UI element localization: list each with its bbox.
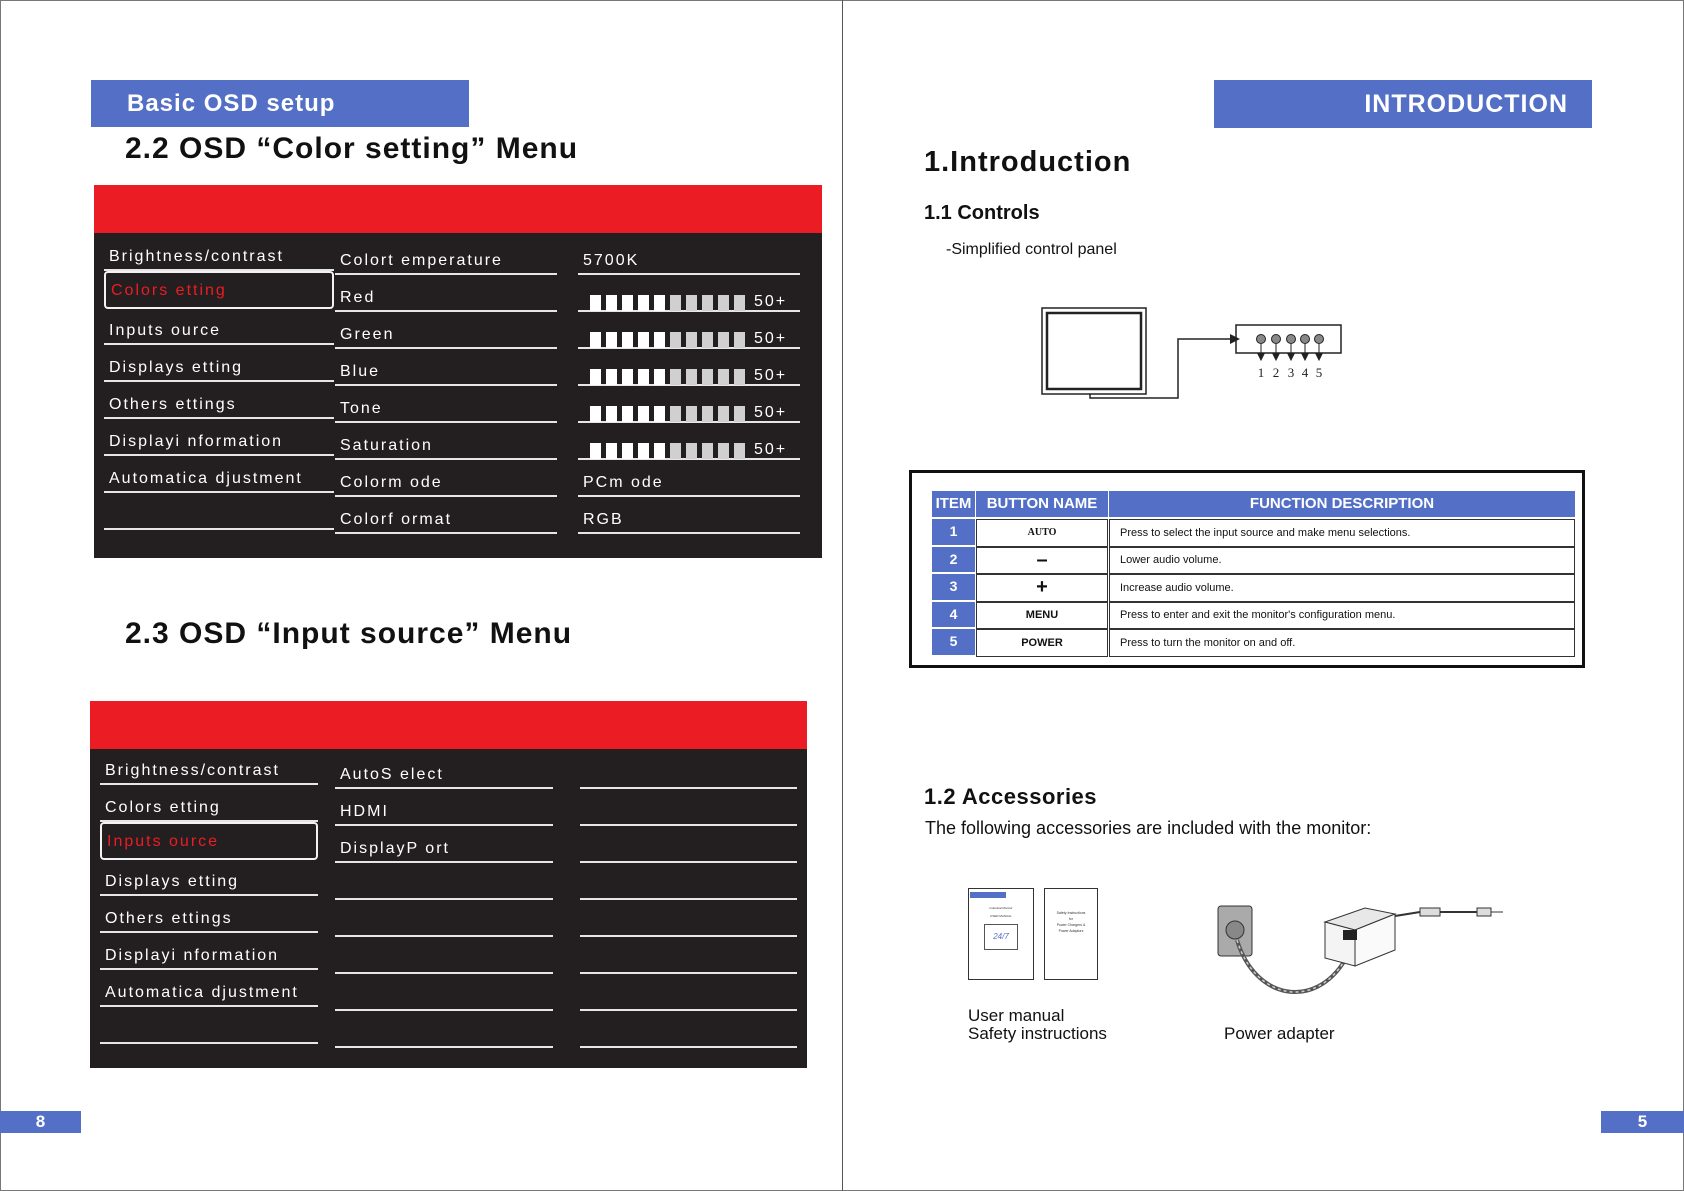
level-segment (622, 332, 633, 348)
level-segment (702, 369, 713, 385)
level-value: 50+ (754, 404, 788, 421)
level-segment (670, 406, 681, 422)
level-value: 50+ (754, 367, 788, 384)
osd-menu-item: Others ettings (104, 385, 334, 419)
level-segment (686, 295, 697, 311)
osd-menu-blank (335, 1014, 553, 1048)
osd-color-option: Saturation (335, 426, 557, 460)
level-segment (718, 443, 729, 459)
level-segment (734, 443, 745, 459)
level-segment (606, 295, 617, 311)
osd-color-option: Green (335, 315, 557, 349)
level-segment (638, 332, 649, 348)
table-button-name: AUTO (976, 519, 1108, 547)
osd-menu-blank (335, 940, 553, 974)
button-number-label: 2 (1272, 365, 1280, 380)
osd-menu-blank (580, 977, 797, 1011)
table-header-function: FUNCTION DESCRIPTION (1109, 491, 1575, 517)
manual-badge: 24/7 (984, 924, 1018, 950)
level-segment (670, 443, 681, 459)
osd-input-option: DisplayP ort (335, 829, 553, 863)
table-function-description: Press to enter and exit the monitor's configuration menu. (1109, 602, 1575, 630)
level-segment (638, 443, 649, 459)
table-function-description: Press to select the input source and make menu selections. (1109, 519, 1575, 547)
osd-menu-blank (100, 1010, 318, 1044)
level-segment (734, 332, 745, 348)
safety-instructions-label: Safety instructions (968, 1024, 1107, 1043)
level-segment (670, 369, 681, 385)
user-manual-image: Industrial Monitor USER MANUAL 24/7 (968, 888, 1034, 980)
level-segment (606, 443, 617, 459)
osd-menu-item: Others ettings (100, 899, 318, 933)
osd-color-option: Colorm ode (335, 463, 557, 497)
osd-menu-item: Displays etting (100, 862, 318, 896)
level-bar[interactable] (590, 405, 745, 423)
level-segment (702, 332, 713, 348)
level-segment (606, 332, 617, 348)
level-segment (654, 406, 665, 422)
page-number-left: 8 (0, 1111, 81, 1133)
osd-color-menu (94, 233, 822, 558)
osd-menu-item: Inputs ource (100, 822, 318, 860)
level-segment (718, 406, 729, 422)
osd-menu-item: Colors etting (104, 271, 334, 309)
osd-menu-item: Automatica djustment (100, 973, 318, 1007)
section-banner: Basic OSD setup (91, 80, 469, 127)
osd-color-option: Colorf ormat (335, 500, 557, 534)
level-segment (654, 295, 665, 311)
level-segment (702, 443, 713, 459)
table-function-description: Increase audio volume. (1109, 574, 1575, 602)
control-panel-diagram (1040, 305, 1350, 410)
osd-color-value: RGB (578, 500, 800, 534)
osd-input-option: HDMI (335, 792, 553, 826)
level-segment (702, 295, 713, 311)
osd-menu-blank (580, 1014, 797, 1048)
button-dots (1257, 335, 1324, 344)
table-item-number: 3 (932, 574, 975, 600)
osd-menu-blank (580, 829, 797, 863)
table-header-button-name: BUTTON NAME (976, 491, 1108, 517)
osd-color-option: Blue (335, 352, 557, 386)
osd-menu-item: Colors etting (100, 788, 318, 822)
osd-color-option: Tone (335, 389, 557, 423)
level-value: 50+ (754, 441, 788, 458)
osd-menu-blank (580, 755, 797, 789)
power-adapter-label: Power adapter (1224, 1024, 1335, 1043)
level-segment (606, 406, 617, 422)
level-segment (638, 406, 649, 422)
osd-menu-item: Brightness/contrast (104, 237, 334, 271)
osd-menu-item: Displayi nformation (100, 936, 318, 970)
osd-menu-item: Displayi nformation (104, 422, 334, 456)
introduction-title: 1.Introduction (924, 146, 1132, 178)
table-item-number: 2 (932, 547, 975, 573)
level-segment (590, 406, 601, 422)
osd-color-value: 5700K (578, 241, 800, 275)
user-manual-label: User manual (968, 1006, 1065, 1025)
level-segment (670, 332, 681, 348)
button-number-label: 3 (1287, 365, 1295, 380)
osd-menu-item: Displays etting (104, 348, 334, 382)
table-function-description: Lower audio volume. (1109, 547, 1575, 575)
level-value: 50+ (754, 330, 788, 347)
table-button-name: – (976, 547, 1108, 575)
osd-menu-item: Inputs ource (104, 311, 334, 345)
osd-menu-item: Brightness/contrast (100, 751, 318, 785)
table-item-number: 1 (932, 519, 975, 545)
table-header-item: ITEM (932, 491, 975, 517)
level-segment (590, 332, 601, 348)
safety-instructions-image: Safety Instructions for Power Chargers & Power Adaptors (1044, 888, 1098, 980)
level-segment (622, 443, 633, 459)
osd-menu-blank (335, 977, 553, 1011)
level-segment (718, 369, 729, 385)
level-segment (590, 369, 601, 385)
level-segment (622, 295, 633, 311)
level-segment (734, 406, 745, 422)
level-segment (638, 295, 649, 311)
level-segment (654, 369, 665, 385)
level-segment (670, 295, 681, 311)
level-bar[interactable] (590, 442, 745, 460)
page-number-right: 5 (1601, 1111, 1684, 1133)
level-segment (718, 295, 729, 311)
table-function-description: Press to turn the monitor on and off. (1109, 629, 1575, 657)
level-bar[interactable] (590, 368, 745, 386)
table-item-number: 5 (932, 629, 975, 655)
level-segment (686, 369, 697, 385)
button-number-label: 1 (1257, 365, 1265, 380)
osd-menu-blank (580, 792, 797, 826)
monitor-outline (1042, 308, 1146, 394)
osd-color-header-bar (94, 185, 822, 233)
table-button-name: MENU (976, 602, 1108, 630)
level-segment (686, 443, 697, 459)
level-segment (734, 295, 745, 311)
table-button-name: + (976, 574, 1108, 602)
accessories-heading: 1.2 Accessories (924, 784, 1098, 809)
level-segment (654, 332, 665, 348)
osd-menu-blank (335, 866, 553, 900)
controls-heading: 1.1 Controls (924, 202, 1040, 224)
osd-menu-item: Automatica djustment (104, 459, 334, 493)
button-number-label: 4 (1301, 365, 1309, 380)
osd-input-option: AutoS elect (335, 755, 553, 789)
osd-input-menu (90, 749, 807, 1068)
page-fold (842, 0, 843, 1191)
controls-table (909, 470, 1585, 668)
level-segment (622, 406, 633, 422)
level-segment (590, 443, 601, 459)
input-source-heading: 2.3 OSD “Input source” Menu (125, 617, 573, 650)
level-segment (686, 332, 697, 348)
level-segment (622, 369, 633, 385)
level-segment (702, 406, 713, 422)
osd-input-header-bar (90, 701, 807, 749)
controls-subtext: -Simplified control panel (946, 241, 1117, 258)
level-value: 50+ (754, 293, 788, 310)
osd-color-value: PCm ode (578, 463, 800, 497)
level-segment (590, 295, 601, 311)
osd-menu-blank (580, 866, 797, 900)
level-segment (638, 369, 649, 385)
level-segment (734, 369, 745, 385)
level-bar[interactable] (590, 294, 745, 312)
color-setting-heading: 2.2 OSD “Color setting” Menu (125, 132, 579, 165)
osd-menu-blank (104, 496, 334, 530)
level-bar[interactable] (590, 331, 745, 349)
button-number-label: 5 (1315, 365, 1323, 380)
introduction-banner: INTRODUCTION (1214, 80, 1592, 128)
osd-menu-blank (580, 940, 797, 974)
level-segment (654, 443, 665, 459)
level-segment (686, 406, 697, 422)
table-button-name: POWER (976, 629, 1108, 657)
osd-color-option: Red (335, 278, 557, 312)
level-segment (606, 369, 617, 385)
accessories-text: The following accessories are included with the monitor: (925, 818, 1372, 838)
table-item-number: 4 (932, 602, 975, 628)
level-segment (718, 332, 729, 348)
power-adapter-image (1215, 900, 1515, 1000)
osd-color-option: Colort emperature (335, 241, 557, 275)
osd-menu-blank (335, 903, 553, 937)
osd-menu-blank (580, 903, 797, 937)
